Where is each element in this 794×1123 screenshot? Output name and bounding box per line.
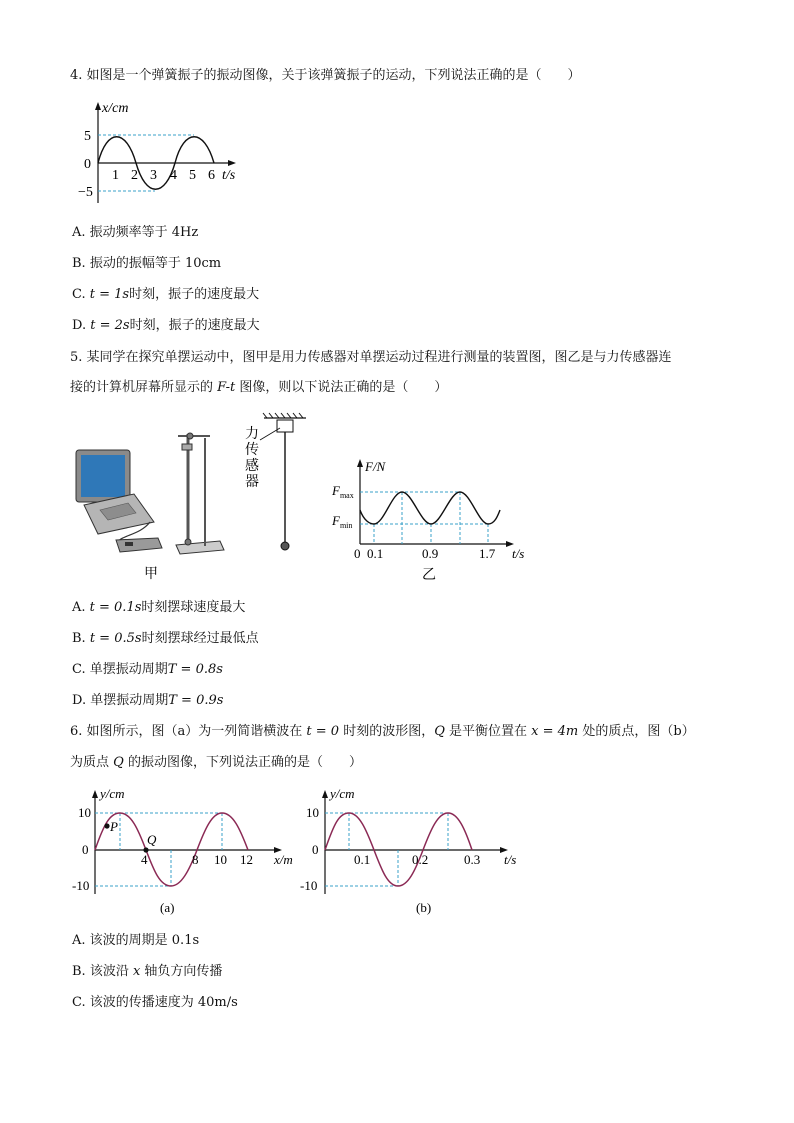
q5-ylabel: F/N bbox=[365, 459, 386, 474]
sensor-label-2: 传 bbox=[245, 443, 259, 458]
q4-option-c-eq: t = 1s bbox=[89, 287, 130, 302]
force-sensor bbox=[277, 420, 293, 432]
q6b-xlabel: t/s bbox=[504, 852, 517, 867]
q5-xlabel: t/s bbox=[512, 546, 525, 561]
q5-force-graph bbox=[330, 455, 530, 585]
q5-option-d[interactable] bbox=[72, 691, 223, 711]
q5-option-b[interactable] bbox=[72, 629, 259, 649]
q4-option-a[interactable]: A. 振动频率等于 4Hz bbox=[72, 225, 199, 240]
q5-stem-ft: F-t bbox=[217, 380, 236, 395]
q6b-ytick-10: 10 bbox=[306, 805, 319, 820]
q5-option-b-suffix: 时刻摆球经过最低点 bbox=[141, 631, 259, 646]
q6b-caption: (b) bbox=[416, 900, 432, 915]
q4-ytick-neg5: −5 bbox=[78, 185, 93, 200]
q6a-xtick-10: 10 bbox=[214, 852, 227, 867]
q6a-ylabel: y/cm bbox=[100, 786, 125, 801]
q6-stem-text-6: 的振动图像，下列说法正确的是（ ） bbox=[123, 755, 362, 770]
fig-jia-caption: 甲 bbox=[144, 567, 158, 582]
sensor-pointer bbox=[260, 428, 280, 440]
q5-option-d-prefix: D. 单摆振动周期 bbox=[72, 693, 169, 708]
point-p-dot bbox=[104, 823, 109, 828]
q4-option-c[interactable] bbox=[72, 285, 259, 305]
q6a-ytick-0: 0 bbox=[82, 842, 89, 857]
q4-vibration-graph bbox=[78, 98, 248, 208]
q6-option-b-prefix: B. 该波沿 bbox=[72, 964, 133, 979]
q4-option-d-suffix: 时刻，振子的速度最大 bbox=[129, 318, 260, 333]
q6b-xtick-01: 0.1 bbox=[354, 852, 371, 867]
q6-option-b-x: x bbox=[132, 964, 141, 979]
q5-option-a[interactable] bbox=[72, 598, 245, 618]
q4-y-arrow bbox=[95, 102, 101, 110]
stand-base bbox=[176, 541, 224, 554]
q6-stem-line1 bbox=[70, 722, 695, 742]
q4-option-c-prefix: C. bbox=[72, 287, 90, 302]
q5-stem-line1: 5. 某同学在探究单摆运动中，图甲是用力传感器对单摆运动过程进行测量的装置图，图乙是与力传感器连 bbox=[70, 350, 672, 365]
q5-option-b-eq: t = 0.5s bbox=[89, 631, 142, 646]
q6-option-b[interactable] bbox=[72, 962, 222, 982]
q6-option-b-suffix: 轴负方向传播 bbox=[140, 964, 223, 979]
fig-yi-caption: 乙 bbox=[422, 568, 436, 583]
q4-xtick-6: 6 bbox=[208, 168, 215, 183]
q5-xtick-0: 0 bbox=[354, 546, 361, 561]
q6a-xtick-12: 12 bbox=[240, 852, 253, 867]
q6-stem-q: Q bbox=[434, 724, 445, 739]
sensor-label-3: 感 bbox=[245, 459, 259, 474]
q5-option-a-prefix: A. bbox=[72, 600, 90, 615]
q4-ylabel: x/cm bbox=[102, 101, 129, 116]
q5-stem-line2-a: 接的计算机屏幕所显示的 bbox=[70, 380, 218, 395]
q5-stem-line2 bbox=[70, 378, 447, 398]
sensor-label-1: 力 bbox=[245, 427, 259, 442]
data-logger bbox=[116, 538, 162, 552]
q6a-caption: (a) bbox=[160, 900, 175, 915]
pendulum-bob bbox=[281, 542, 289, 550]
q5-option-d-eq: T = 0.9s bbox=[168, 693, 224, 708]
q6-stem-x: x = 4m bbox=[531, 724, 579, 739]
q5-stem-line2-b: 图像，则以下说法正确的是（ ） bbox=[235, 380, 448, 395]
q6-option-a[interactable]: A. 该波的周期是 0.1s bbox=[72, 933, 200, 948]
q6a-xtick-8: 8 bbox=[192, 852, 199, 867]
laptop-screen bbox=[81, 455, 125, 497]
q5-xtick-17: 1.7 bbox=[479, 546, 496, 561]
q6-stem-q2: Q bbox=[113, 755, 124, 770]
q5-option-a-eq: t = 0.1s bbox=[89, 600, 142, 615]
q5-force-curve bbox=[360, 492, 500, 524]
q6-option-c[interactable]: C. 该波的传播速度为 40m/s bbox=[72, 995, 238, 1010]
q4-xtick-1: 1 bbox=[112, 168, 119, 183]
q6-stem-t: t = 0 bbox=[306, 724, 340, 739]
point-q-label: Q bbox=[147, 832, 157, 847]
q6-stem-text-2: 时刻的波形图， bbox=[339, 724, 435, 739]
q5-apparatus-figure bbox=[70, 410, 320, 585]
q4-ytick-0: 0 bbox=[84, 157, 91, 172]
q6-stem-text-4: 处的质点，图（b） bbox=[578, 724, 695, 739]
q4-xtick-5: 5 bbox=[189, 168, 196, 183]
q4-xtick-4: 4 bbox=[170, 168, 177, 183]
q6b-ylabel: y/cm bbox=[330, 786, 355, 801]
point-p-label: P bbox=[110, 819, 118, 834]
q5-option-b-prefix: B. bbox=[72, 631, 90, 646]
q6-stem-line2 bbox=[70, 753, 362, 773]
q4-x-arrow bbox=[228, 160, 236, 166]
q6-stem-text-5: 为质点 bbox=[70, 755, 114, 770]
q4-option-c-suffix: 时刻，振子的速度最大 bbox=[129, 287, 260, 302]
q6a-ytick-neg10: -10 bbox=[72, 878, 90, 893]
q6b-xtick-03: 0.3 bbox=[464, 852, 481, 867]
q6-stem-text-1: 6. 如图所示，图（a）为一列简谐横波在 bbox=[70, 724, 307, 739]
q6-wave-graph bbox=[68, 784, 308, 919]
q5-xtick-01: 0.1 bbox=[367, 546, 384, 561]
q6a-xtick-4: 4 bbox=[141, 852, 148, 867]
q4-option-b[interactable]: B. 振动的振幅等于 10cm bbox=[72, 256, 222, 271]
q4-xtick-2: 2 bbox=[131, 168, 138, 183]
q4-option-d-eq: t = 2s bbox=[90, 318, 130, 333]
fmax-label: $F_{max}$ bbox=[332, 483, 354, 500]
fmin-label: $F_{min}$ bbox=[332, 513, 353, 530]
q6-vibration-graph bbox=[300, 784, 530, 919]
q6-stem-text-3: 是平衡位置在 bbox=[444, 724, 532, 739]
q5-xtick-09: 0.9 bbox=[422, 546, 439, 561]
q6a-ytick-10: 10 bbox=[78, 805, 91, 820]
q6a-xlabel: x/m bbox=[274, 852, 293, 867]
q4-xlabel: t/s bbox=[222, 168, 236, 183]
sensor-label-4: 器 bbox=[245, 475, 259, 490]
q4-stem: 4. 如图是一个弹簧振子的振动图像，关于该弹簧振子的运动，下列说法正确的是（ ） bbox=[70, 68, 581, 83]
q4-option-d[interactable] bbox=[72, 316, 260, 336]
q5-option-c-eq: T = 0.8s bbox=[167, 662, 223, 677]
q5-option-c[interactable] bbox=[72, 660, 223, 680]
q4-ytick-5: 5 bbox=[84, 129, 91, 144]
q6b-ytick-neg10: -10 bbox=[300, 878, 318, 893]
q4-option-d-prefix: D. bbox=[72, 318, 91, 333]
q6b-ytick-0: 0 bbox=[312, 842, 319, 857]
q6b-xtick-02: 0.2 bbox=[412, 852, 429, 867]
q4-xtick-3: 3 bbox=[150, 168, 157, 183]
q5-option-c-prefix: C. 单摆振动周期 bbox=[72, 662, 168, 677]
q5-option-a-suffix: 时刻摆球速度最大 bbox=[141, 600, 246, 615]
